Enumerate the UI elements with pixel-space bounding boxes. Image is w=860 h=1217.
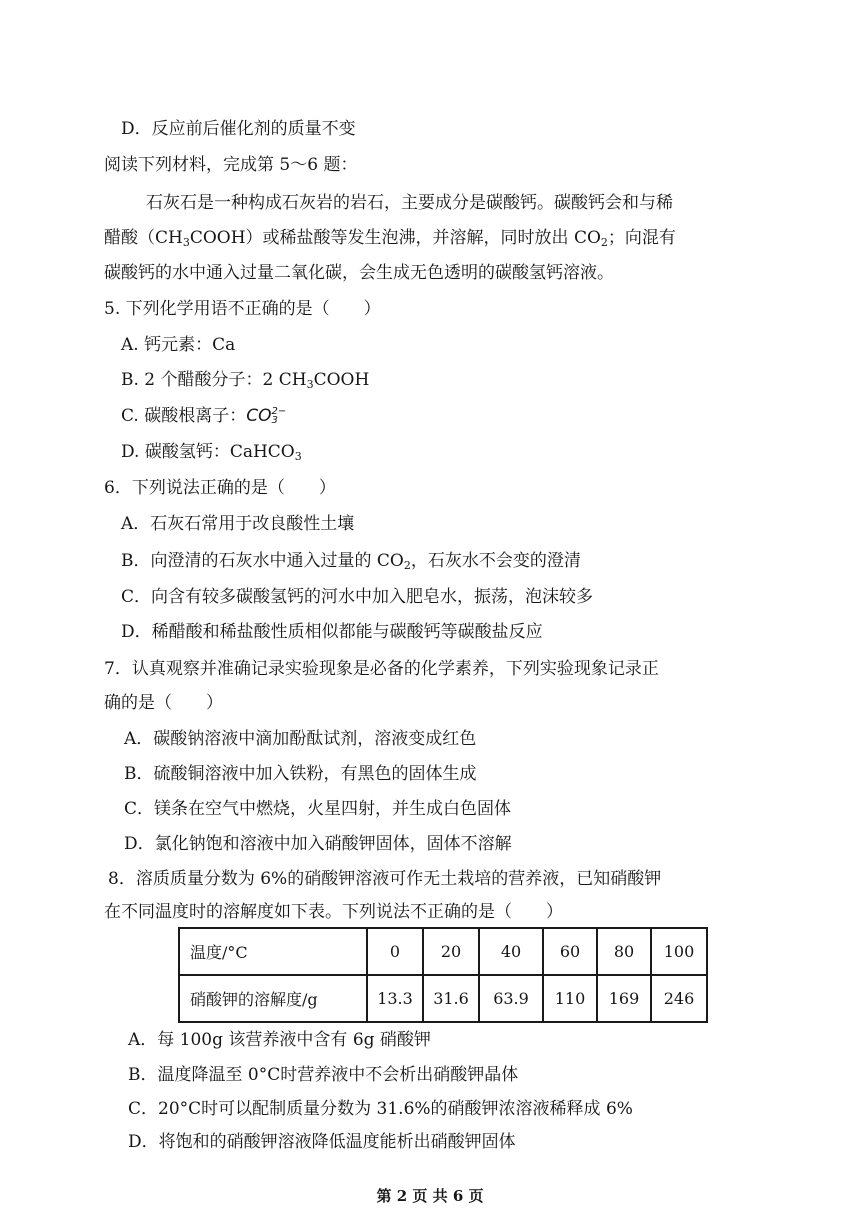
q5-option-d: D. 碳酸氢钙：CaHCO$_3$ — [121, 442, 302, 463]
temp-cell: 100 — [651, 928, 707, 975]
q5-stem: 5. 下列化学用语不正确的是（ ） — [104, 299, 381, 319]
reading-intro: 阅读下列材料，完成第 5～6 题： — [104, 155, 358, 175]
q7-option-c: C．镁条在空气中燃烧，火星四射，并生成白色固体 — [124, 799, 512, 819]
temp-cell: 0 — [367, 928, 423, 975]
q6-option-d: D．稀醋酸和稀盐酸性质相似都能与碳酸钙等碳酸盐反应 — [121, 622, 543, 642]
q7-option-a: A．碳酸钠溶液中滴加酚酞试剂，溶液变成红色 — [124, 729, 477, 749]
q6-stem: 6．下列说法正确的是（ ） — [104, 478, 336, 498]
q8-option-a: A．每 100g 该营养液中含有 6g 硝酸钾 — [128, 1030, 431, 1050]
solubility-cell: 13.3 — [367, 975, 423, 1022]
q8-option-d: D．将饱和的硝酸钾溶液降低温度能析出硝酸钾固体 — [128, 1132, 516, 1152]
q5-option-c: C. 碳酸根离子：CO 2− 3 — [121, 406, 287, 426]
solubility-table — [178, 927, 708, 1023]
page-footer: 第 2 页 共 6 页 — [376, 1187, 484, 1205]
q7-stem-line-2: 确的是（ ） — [104, 693, 223, 713]
q8-stem-line-1: 8．溶质质量分数为 6%的硝酸钾溶液可作无土栽培的营养液，已知硝酸钾 — [108, 869, 662, 889]
table-row — [179, 975, 707, 1022]
temp-cell: 80 — [597, 928, 651, 975]
q7-stem-line-1: 7．认真观察并准确记录实验现象是必备的化学素养，下列实验现象记录正 — [104, 659, 659, 679]
reading-line-2: 醋酸$(CH_3COOH)$或稀盐酸等发生泡沸，并溶解，同时放出 $CO_2$；向混有 — [104, 228, 676, 249]
q8-stem-line-2: 在不同温度时的溶解度如下表。下列说法不正确的是（ ） — [104, 902, 563, 922]
table-row — [179, 928, 707, 975]
solubility-cell: 63.9 — [479, 975, 543, 1022]
row-header-temperature: 温度/°C — [179, 928, 367, 975]
q6-option-b: B．向澄清的石灰水中通入过量的 $CO_2$，石灰水不会变的澄清 — [121, 551, 581, 572]
q7-option-b: B．硫酸铜溶液中加入铁粉，有黑色的固体生成 — [124, 764, 477, 784]
row-header-solubility: 硝酸钾的溶解度/g — [179, 975, 367, 1022]
solubility-cell: 246 — [651, 975, 707, 1022]
temp-cell: 60 — [543, 928, 597, 975]
reading-line-1: 石灰石是一种构成石灰岩的岩石，主要成分是碳酸钙。碳酸钙会和与稀 — [146, 193, 673, 213]
q5-option-a: A. 钙元素：Ca — [121, 335, 236, 355]
temp-cell: 20 — [423, 928, 479, 975]
carbonate-ion-formula: CO 2− 3 — [246, 406, 287, 426]
q6-option-c: C．向含有较多碳酸氢钙的河水中加入肥皂水，振荡，泡沫较多 — [121, 587, 594, 607]
solubility-cell: 31.6 — [423, 975, 479, 1022]
temp-cell: 40 — [479, 928, 543, 975]
q8-option-c: C．20°C时可以配制质量分数为 31.6%的硝酸钾浓溶液稀释成 6% — [128, 1099, 633, 1119]
reading-line-3: 碳酸钙的水中通入过量二氧化碳，会生成无色透明的碳酸氢钙溶液。 — [104, 263, 614, 283]
q4-option-d: D．反应前后催化剂的质量不变 — [121, 119, 356, 139]
q5-option-b: B. 2 个醋酸分子：2 $CH_3COOH$ — [121, 370, 370, 391]
solubility-cell: 110 — [543, 975, 597, 1022]
q7-option-d: D．氯化钠饱和溶液中加入硝酸钾固体，固体不溶解 — [124, 834, 512, 854]
solubility-cell: 169 — [597, 975, 651, 1022]
q8-option-b: B．温度降温至 0°C时营养液中不会析出硝酸钾晶体 — [128, 1065, 519, 1085]
q6-option-a: A．石灰石常用于改良酸性土壤 — [121, 514, 355, 534]
